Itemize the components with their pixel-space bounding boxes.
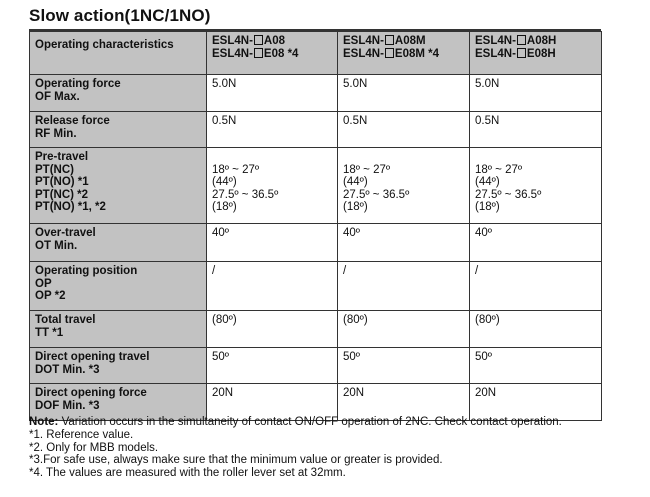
- row-label-cell: [30, 224, 207, 262]
- value-line: (44º): [343, 176, 368, 188]
- value-cell: [338, 148, 470, 224]
- note-text: Variation occurs in the simultaneity of contact ON/OFF operation of 2NC. Check contact operation.: [58, 416, 562, 428]
- value-cell: [338, 384, 470, 421]
- model-suffix: A08: [263, 35, 286, 47]
- value-line: (18º): [475, 201, 500, 213]
- value-line: 50º: [343, 351, 360, 363]
- model-prefix: ESL4N-: [475, 47, 516, 60]
- row-label-line: Over-travel: [35, 227, 96, 239]
- table-row: [30, 148, 602, 224]
- footnote-4: *4. The values are measured with the roller lever set at 32mm.: [29, 467, 346, 480]
- model-prefix: ESL4N-: [212, 35, 253, 47]
- value-cell: [207, 148, 338, 224]
- value-line: /: [475, 265, 479, 277]
- table-row: [30, 112, 602, 148]
- value-cell: [207, 262, 338, 311]
- row-label-line: PT(NC) *2: [35, 188, 89, 201]
- row-label-line: Direct opening force: [35, 387, 147, 399]
- footnote-1: *1. Reference value.: [29, 428, 134, 441]
- value-cell: [338, 224, 470, 262]
- row-label-cell: [30, 148, 207, 224]
- value-line: [212, 151, 332, 164]
- value-line: 5.0N: [475, 78, 500, 90]
- value-line: 0.5N: [475, 115, 500, 127]
- model-name: [212, 48, 332, 61]
- model-prefix: ESL4N-: [343, 35, 384, 47]
- model-suffix: E08M *4: [394, 47, 440, 60]
- blank-box-icon: [254, 48, 263, 58]
- value-cell: [470, 112, 602, 148]
- header-label: Operating characteristics: [35, 39, 174, 51]
- table-header-row: [30, 32, 602, 75]
- value-line: 40º: [212, 227, 229, 239]
- row-label-line: Operating force: [35, 78, 121, 90]
- note-label: Note:: [29, 416, 59, 428]
- value-cell: [470, 224, 602, 262]
- row-label-line: DOT Min. *3: [35, 363, 100, 376]
- row-label-cell: [30, 311, 207, 348]
- section-title: Slow action(1NC/1NO): [29, 6, 211, 25]
- model-name: [343, 35, 464, 48]
- model-prefix: ESL4N-: [212, 47, 253, 60]
- row-label-line: TT *1: [35, 326, 64, 339]
- value-line: 18º ~ 27º: [475, 163, 523, 176]
- table-row: [30, 262, 602, 311]
- table-row: [30, 311, 602, 348]
- value-line: (80º): [212, 314, 237, 326]
- blank-box-icon: [517, 48, 526, 58]
- value-line: [343, 151, 464, 164]
- value-line: 0.5N: [343, 115, 368, 127]
- value-line: 18º ~ 27º: [212, 163, 260, 176]
- value-cell: [470, 262, 602, 311]
- row-label-cell: [30, 112, 207, 148]
- value-line: (44º): [212, 176, 237, 188]
- value-line: 5.0N: [343, 78, 368, 90]
- value-line: (44º): [475, 176, 500, 188]
- value-line: 40º: [343, 227, 360, 239]
- model-column-1: [207, 32, 338, 75]
- model-column-3: [470, 32, 602, 75]
- model-name: [212, 35, 332, 48]
- model-prefix: ESL4N-: [475, 35, 516, 47]
- model-suffix: E08H: [526, 47, 556, 60]
- value-cell: [470, 75, 602, 112]
- value-line: 18º ~ 27º: [343, 163, 391, 176]
- value-cell: [470, 348, 602, 384]
- row-label-cell: [30, 262, 207, 311]
- row-label-line: Operating position: [35, 265, 138, 277]
- value-line: 50º: [212, 351, 229, 363]
- model-name: [475, 48, 596, 61]
- value-line: 27.5º ~ 36.5º: [343, 188, 410, 201]
- header-label-cell: [30, 32, 207, 75]
- row-label-line: OP: [35, 277, 52, 290]
- value-cell: [338, 311, 470, 348]
- model-suffix: A08H: [526, 35, 557, 47]
- model-column-2: [338, 32, 470, 75]
- footnote-2: *2. Only for MBB models.: [29, 441, 159, 454]
- table-row: [30, 384, 602, 421]
- value-line: /: [212, 265, 216, 277]
- footnotes: [29, 416, 629, 480]
- value-line: 27.5º ~ 36.5º: [212, 188, 279, 201]
- model-name: [343, 48, 464, 61]
- value-line: 27.5º ~ 36.5º: [475, 188, 542, 201]
- row-label-line: PT(NC): [35, 163, 74, 176]
- value-cell: [207, 384, 338, 421]
- model-suffix: E08 *4: [263, 47, 299, 60]
- value-line: 40º: [475, 227, 492, 239]
- row-label-line: OP *2: [35, 290, 66, 302]
- value-cell: [207, 348, 338, 384]
- row-label-line: Release force: [35, 115, 110, 127]
- row-label-cell: [30, 348, 207, 384]
- note-line: [29, 416, 629, 429]
- value-line: 20N: [212, 387, 234, 399]
- value-cell: [338, 262, 470, 311]
- model-prefix: ESL4N-: [343, 47, 384, 60]
- footnote-3: *3.For safe use, always make sure that the minimum value or greater is provided.: [29, 454, 443, 467]
- row-label-line: RF Min.: [35, 127, 77, 140]
- row-label-cell: [30, 384, 207, 421]
- value-line: (18º): [212, 201, 237, 213]
- row-label-line: Direct opening travel: [35, 351, 150, 363]
- row-label-line: PT(NO) *1, *2: [35, 201, 106, 213]
- value-line: 5.0N: [212, 78, 237, 90]
- model-name: [475, 35, 596, 48]
- blank-box-icon: [385, 48, 394, 58]
- value-line: 20N: [475, 387, 497, 399]
- value-line: (80º): [475, 314, 500, 326]
- value-line: (18º): [343, 201, 368, 213]
- row-label-line: DOF Min. *3: [35, 399, 100, 412]
- value-cell: [470, 384, 602, 421]
- table-row: [30, 348, 602, 384]
- row-label-line: OF Max.: [35, 90, 80, 103]
- row-label-cell: [30, 75, 207, 112]
- blank-box-icon: [385, 35, 394, 45]
- table-row: [30, 224, 602, 262]
- value-cell: [338, 75, 470, 112]
- model-suffix: A08M: [394, 35, 426, 47]
- value-line: 50º: [475, 351, 492, 363]
- table-row: [30, 75, 602, 112]
- row-label-line: PT(NO) *1: [35, 176, 89, 188]
- value-cell: [470, 148, 602, 224]
- value-line: /: [343, 265, 347, 277]
- value-line: [475, 151, 596, 164]
- value-cell: [207, 112, 338, 148]
- value-cell: [470, 311, 602, 348]
- value-cell: [338, 348, 470, 384]
- row-label-line: Pre-travel: [35, 151, 89, 163]
- blank-box-icon: [254, 35, 263, 45]
- operating-characteristics-table: [29, 31, 602, 421]
- value-cell: [338, 112, 470, 148]
- value-line: (80º): [343, 314, 368, 326]
- row-label-line: OT Min.: [35, 239, 78, 252]
- value-cell: [207, 311, 338, 348]
- value-line: 0.5N: [212, 115, 237, 127]
- value-cell: [207, 75, 338, 112]
- value-cell: [207, 224, 338, 262]
- row-label-line: Total travel: [35, 314, 96, 326]
- blank-box-icon: [517, 35, 526, 45]
- value-line: 20N: [343, 387, 365, 399]
